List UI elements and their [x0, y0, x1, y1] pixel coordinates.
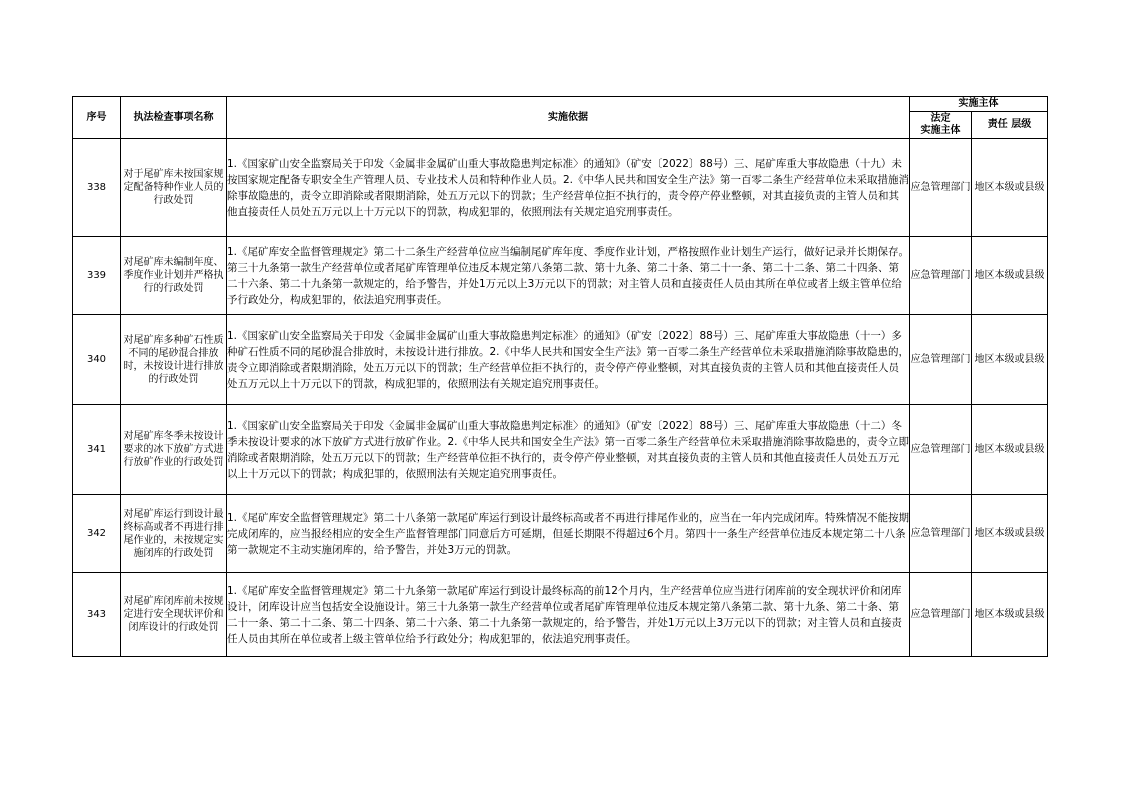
row-legal-subject: 应急管理部门 — [910, 495, 972, 573]
row-serial-number: 341 — [73, 405, 121, 495]
row-item-name: 对于尾矿库未按国家规定配备特种作业人员的行政处罚 — [121, 139, 227, 237]
row-serial-number: 342 — [73, 495, 121, 573]
table-row — [73, 237, 1048, 315]
header-legal-basis: 实施依据 — [227, 97, 910, 139]
header-implementing-subject: 实施主体 — [910, 97, 1048, 112]
row-legal-subject: 应急管理部门 — [910, 237, 972, 315]
row-responsibility-level: 地区本级或县级 — [972, 405, 1048, 495]
row-legal-basis: 1.《国家矿山安全监察局关于印发〈金属非金属矿山重大事故隐患判定标准〉的通知》（矿安〔2022〕88号）三、尾矿库重大事故隐患（十二）冬季未按设计要求的冰下放矿方式进行放矿作业。2.《中华人民共和国安全生产法》第一百零二条生产经营单位未采取措施消除事故隐患的，责令立即消除或者限期消除，处五万元以下的罚款；生产经营单位拒不执行的，责令停产停业整顿，对其直接负责的主管人员和其他直接责任人员处五万元以上十万元以下的罚款；构成犯罪的，依照刑法有关规定追究刑事责任。 — [227, 405, 910, 495]
row-legal-subject: 应急管理部门 — [910, 139, 972, 237]
header-legal-subject: 法定 实施主体 — [910, 112, 972, 139]
row-legal-basis: 1.《尾矿库安全监督管理规定》第二十八条第一款尾矿库运行到设计最终标高或者不再进行排尾作业的，应当在一年内完成闭库。特殊情况不能按期完成闭库的，应当报经相应的安全生产监督管理部门同意后方可延期，但延长期限不得超过6个月。第四十一条生产经营单位违反本规定第二十八条第一款规定不主动实施闭库的，给予警告，并处3万元的罚款。 — [227, 495, 910, 573]
table-row — [73, 495, 1048, 573]
row-legal-basis: 1.《国家矿山安全监察局关于印发〈金属非金属矿山重大事故隐患判定标准〉的通知》（矿安〔2022〕88号）三、尾矿库重大事故隐患（十一）多种矿石性质不同的尾砂混合排放时，未按设计进行排放。2.《中华人民共和国安全生产法》第一百零二条生产经营单位未采取措施消除事故隐患的，责令立即消除或者限期消除，处五万元以下的罚款；生产经营单位拒不执行的，责令停产停业整顿，对其直接负责的主管人员和其他直接责任人员处五万元以上十万元以下的罚款，构成犯罪的，依照刑法有关规定追究刑事责任。 — [227, 315, 910, 405]
table-row — [73, 573, 1048, 657]
table-row — [73, 315, 1048, 405]
row-responsibility-level: 地区本级或县级 — [972, 139, 1048, 237]
row-item-name: 对尾矿库闭库前未按规定进行安全现状评价和闭库设计的行政处罚 — [121, 573, 227, 657]
row-serial-number: 338 — [73, 139, 121, 237]
row-responsibility-level: 地区本级或县级 — [972, 237, 1048, 315]
table-body — [73, 139, 1048, 657]
row-legal-basis: 1.《尾矿库安全监督管理规定》第二十九条第一款尾矿库运行到设计最终标高的前12个月内，生产经营单位应当进行闭库前的安全现状评价和闭库设计，闭库设计应当包括安全设施设计。第三十九条第一款生产经营单位或者尾矿库管理单位违反本规定第八条第二款、第十九条、第二十条、第二十一条、第二十二条、第二十四条、第二十六条、第二十九条第一款规定的，给予警告，并处1万元以上3万元以下的罚款；对主管人员和直接责任人员由其所在单位或者上级主管单位给予行政处分；构成犯罪的，依法追究刑事责任。 — [227, 573, 910, 657]
row-legal-subject: 应急管理部门 — [910, 405, 972, 495]
row-legal-subject: 应急管理部门 — [910, 573, 972, 657]
row-legal-basis: 1.《尾矿库安全监督管理规定》第二十二条生产经营单位应当编制尾矿库年度、季度作业计划，严格按照作业计划生产运行，做好记录并长期保存。第三十九条第一款生产经营单位或者尾矿库管理单位违反本规定第八条第二款、第十九条、第二十条、第二十一条、第二十二条、第二十四条、第二十六条、第二十九条第一款规定的，给予警告，并处1万元以上3万元以下的罚款；对主管人员和直接责任人员由其所在单位或者上级主管单位给予行政处分，构成犯罪的，依法追究刑事责任。 — [227, 237, 910, 315]
header-item-name: 执法检查事项名称 — [121, 97, 227, 139]
row-legal-basis: 1.《国家矿山安全监察局关于印发〈金属非金属矿山重大事故隐患判定标准〉的通知》（矿安〔2022〕88号）三、尾矿库重大事故隐患（十九）未按国家规定配备专职安全生产管理人员、专业技术人员和特种作业人员。2.《中华人民共和国安全生产法》第一百零二条生产经营单位未采取措施消除事故隐患的，责令立即消除或者限期消除，处五万元以下的罚款；生产经营单位拒不执行的，责令停产停业整顿，对其直接负责的主管人员和其他直接责任人员处五万元以上十万元以下的罚款，构成犯罪的，依照刑法有关规定追究刑事责任。 — [227, 139, 910, 237]
row-item-name: 对尾矿库冬季未按设计要求的冰下放矿方式进行放矿作业的行政处罚 — [121, 405, 227, 495]
row-legal-subject: 应急管理部门 — [910, 315, 972, 405]
row-responsibility-level: 地区本级或县级 — [972, 573, 1048, 657]
header-responsibility-level: 责任 层级 — [972, 112, 1048, 139]
row-item-name: 对尾矿库多种矿石性质不同的尾砂混合排放时，未按设计进行排放的行政处罚 — [121, 315, 227, 405]
row-item-name: 对尾矿库运行到设计最终标高或者不再进行排尾作业的，未按规定实施闭库的行政处罚 — [121, 495, 227, 573]
row-serial-number: 340 — [73, 315, 121, 405]
row-responsibility-level: 地区本级或县级 — [972, 495, 1048, 573]
row-serial-number: 343 — [73, 573, 121, 657]
enforcement-table — [72, 96, 1048, 657]
row-item-name: 对尾矿库未编制年度、季度作业计划并严格执行的行政处罚 — [121, 237, 227, 315]
header-serial-number: 序号 — [73, 97, 121, 139]
row-serial-number: 339 — [73, 237, 121, 315]
table-row — [73, 405, 1048, 495]
table-row — [73, 139, 1048, 237]
row-responsibility-level: 地区本级或县级 — [972, 315, 1048, 405]
